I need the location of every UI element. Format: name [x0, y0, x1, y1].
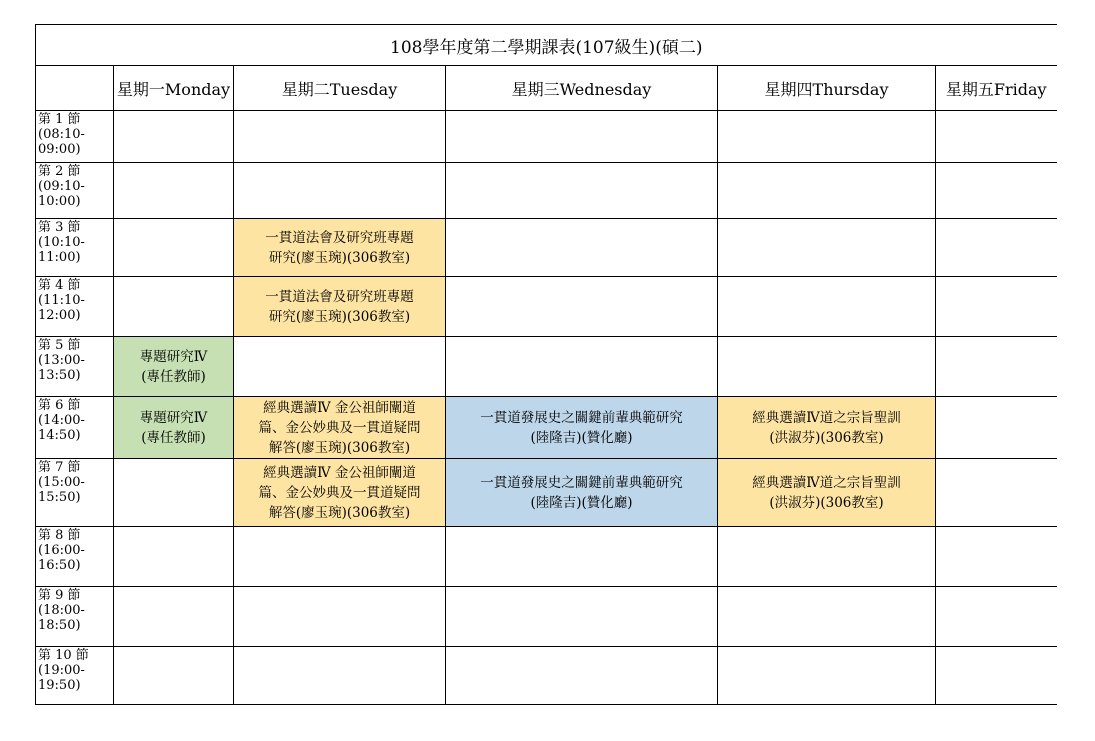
period-time-end: 14:50) [38, 428, 81, 443]
period-row [36, 459, 1057, 527]
empty-slot-friday [936, 219, 1057, 277]
course-text-line: (洪淑芬)(306教室) [769, 429, 884, 446]
course-text-line: (陸隆吉)(贊化廳) [530, 494, 633, 511]
period-label-cell [36, 647, 114, 705]
course-text-line: 經典選讀Ⅳ 金公祖師闡道 [263, 464, 416, 481]
period-time-start: (16:00- [38, 543, 85, 558]
empty-slot-monday [114, 527, 234, 587]
day-header-wednesday: 星期三Wednesday [446, 66, 718, 111]
period-label-cell [36, 587, 114, 647]
period-row [36, 277, 1057, 337]
course-text-line: 專題研究Ⅳ [139, 409, 208, 426]
period-row [36, 527, 1057, 587]
empty-slot-tuesday [234, 647, 446, 705]
empty-slot-friday [936, 587, 1057, 647]
empty-slot-friday [936, 527, 1057, 587]
empty-slot-wednesday [446, 337, 718, 397]
course-text-line: 一貫道法會及研究班專題 [265, 288, 414, 305]
course-cell-wednesday [446, 397, 718, 459]
period-time-end: 09:00) [38, 142, 81, 157]
schedule-title: 108學年度第二學期課表(107級生)(碩二) [36, 25, 1057, 66]
period-time-start: (14:00- [38, 413, 85, 428]
day-header-tuesday: 星期二Tuesday [234, 66, 446, 111]
course-cell-tuesday [234, 397, 446, 459]
empty-slot-wednesday [446, 277, 718, 337]
period-label-cell [36, 459, 114, 527]
empty-slot-wednesday [446, 527, 718, 587]
course-text-line: 一貫道發展史之關鍵前輩典範研究 [480, 474, 683, 491]
course-cell-thursday [718, 397, 936, 459]
period-row [36, 111, 1057, 163]
course-text-line: 解答(廖玉琬)(306教室) [268, 439, 411, 456]
course-cell-tuesday [234, 219, 446, 277]
period-time-end: 16:50) [38, 558, 81, 573]
period-label-cell [36, 277, 114, 337]
period-time-start: (08:10- [38, 127, 85, 142]
period-time-end: 18:50) [38, 618, 81, 633]
corner-cell [36, 66, 114, 111]
period-label: 第 2 節 [38, 164, 81, 179]
empty-slot-tuesday [234, 163, 446, 219]
empty-slot-monday [114, 111, 234, 163]
empty-slot-friday [936, 111, 1057, 163]
course-text-line: 一貫道發展史之關鍵前輩典範研究 [480, 409, 683, 426]
period-time-end: 13:50) [38, 368, 81, 383]
empty-slot-monday [114, 587, 234, 647]
empty-slot-wednesday [446, 647, 718, 705]
period-row [36, 647, 1057, 705]
empty-slot-friday [936, 459, 1057, 527]
course-text-line: (洪淑芬)(306教室) [769, 494, 884, 511]
period-time-start: (09:10- [38, 179, 85, 194]
empty-slot-thursday [718, 163, 936, 219]
period-row [36, 219, 1057, 277]
period-row [36, 337, 1057, 397]
period-time-start: (11:10- [38, 293, 85, 308]
course-text-line: 篇、金公妙典及一貫道疑問 [258, 419, 421, 436]
period-label-cell [36, 527, 114, 587]
course-text-line: 研究(廖玉琬)(306教室) [268, 249, 411, 266]
period-label-cell [36, 397, 114, 459]
period-time-start: (10:10- [38, 235, 85, 250]
empty-slot-friday [936, 397, 1057, 459]
course-text-line: 一貫道法會及研究班專題 [265, 229, 414, 246]
period-time-start: (15:00- [38, 475, 85, 490]
schedule-table [35, 24, 1057, 705]
period-label: 第 5 節 [38, 338, 81, 353]
course-text-line: 經典選讀Ⅳ道之宗旨聖訓 [752, 474, 901, 491]
period-row [36, 397, 1057, 459]
course-text-line: (陸隆吉)(贊化廳) [530, 429, 633, 446]
empty-slot-thursday [718, 277, 936, 337]
course-text-line: (專任教師) [141, 368, 206, 385]
course-cell-thursday [718, 459, 936, 527]
period-label: 第 3 節 [38, 220, 81, 235]
period-time-end: 19:50) [38, 678, 81, 693]
course-cell-wednesday [446, 459, 718, 527]
period-row [36, 163, 1057, 219]
period-time-start: (19:00- [38, 663, 85, 678]
period-time-end: 10:00) [38, 194, 81, 209]
course-text-line: 研究(廖玉琬)(306教室) [268, 308, 411, 325]
empty-slot-tuesday [234, 527, 446, 587]
course-text-line: 專題研究Ⅳ [139, 348, 208, 365]
period-time-end: 15:50) [38, 490, 81, 505]
empty-slot-thursday [718, 527, 936, 587]
empty-slot-thursday [718, 587, 936, 647]
period-label: 第 10 節 [38, 648, 89, 663]
empty-slot-wednesday [446, 111, 718, 163]
day-header-thursday: 星期四Thursday [718, 66, 936, 111]
empty-slot-friday [936, 277, 1057, 337]
period-label: 第 7 節 [38, 460, 81, 475]
course-text-line: 解答(廖玉琬)(306教室) [268, 504, 411, 521]
period-label: 第 8 節 [38, 528, 81, 543]
empty-slot-friday [936, 647, 1057, 705]
course-cell-tuesday [234, 277, 446, 337]
course-cell-monday [114, 337, 234, 397]
empty-slot-monday [114, 163, 234, 219]
period-label: 第 4 節 [38, 278, 81, 293]
empty-slot-thursday [718, 219, 936, 277]
empty-slot-friday [936, 163, 1057, 219]
day-header-monday: 星期一Monday [114, 66, 234, 111]
period-label-cell [36, 337, 114, 397]
period-label: 第 9 節 [38, 588, 81, 603]
period-time-end: 11:00) [38, 250, 81, 265]
period-time-end: 12:00) [38, 308, 81, 323]
empty-slot-thursday [718, 647, 936, 705]
period-label-cell [36, 163, 114, 219]
empty-slot-tuesday [234, 587, 446, 647]
empty-slot-tuesday [234, 111, 446, 163]
day-header-friday: 星期五Friday [936, 66, 1057, 111]
empty-slot-thursday [718, 337, 936, 397]
course-text-line: 篇、金公妙典及一貫道疑問 [258, 484, 421, 501]
period-time-start: (18:00- [38, 603, 85, 618]
course-text-line: 經典選讀Ⅳ 金公祖師闡道 [263, 399, 416, 416]
empty-slot-wednesday [446, 587, 718, 647]
course-cell-monday [114, 397, 234, 459]
course-cell-tuesday [234, 459, 446, 527]
period-label-cell [36, 111, 114, 163]
course-text-line: 經典選讀Ⅳ道之宗旨聖訓 [752, 409, 901, 426]
empty-slot-thursday [718, 111, 936, 163]
empty-slot-tuesday [234, 337, 446, 397]
empty-slot-wednesday [446, 163, 718, 219]
course-text-line: (專任教師) [141, 429, 206, 446]
empty-slot-wednesday [446, 219, 718, 277]
period-row [36, 587, 1057, 647]
empty-slot-monday [114, 219, 234, 277]
period-time-start: (13:00- [38, 353, 85, 368]
empty-slot-monday [114, 277, 234, 337]
empty-slot-monday [114, 647, 234, 705]
empty-slot-friday [936, 337, 1057, 397]
period-label: 第 6 節 [38, 398, 81, 413]
period-label: 第 1 節 [38, 112, 81, 127]
period-label-cell [36, 219, 114, 277]
day-header-row [36, 66, 1057, 111]
empty-slot-monday [114, 459, 234, 527]
